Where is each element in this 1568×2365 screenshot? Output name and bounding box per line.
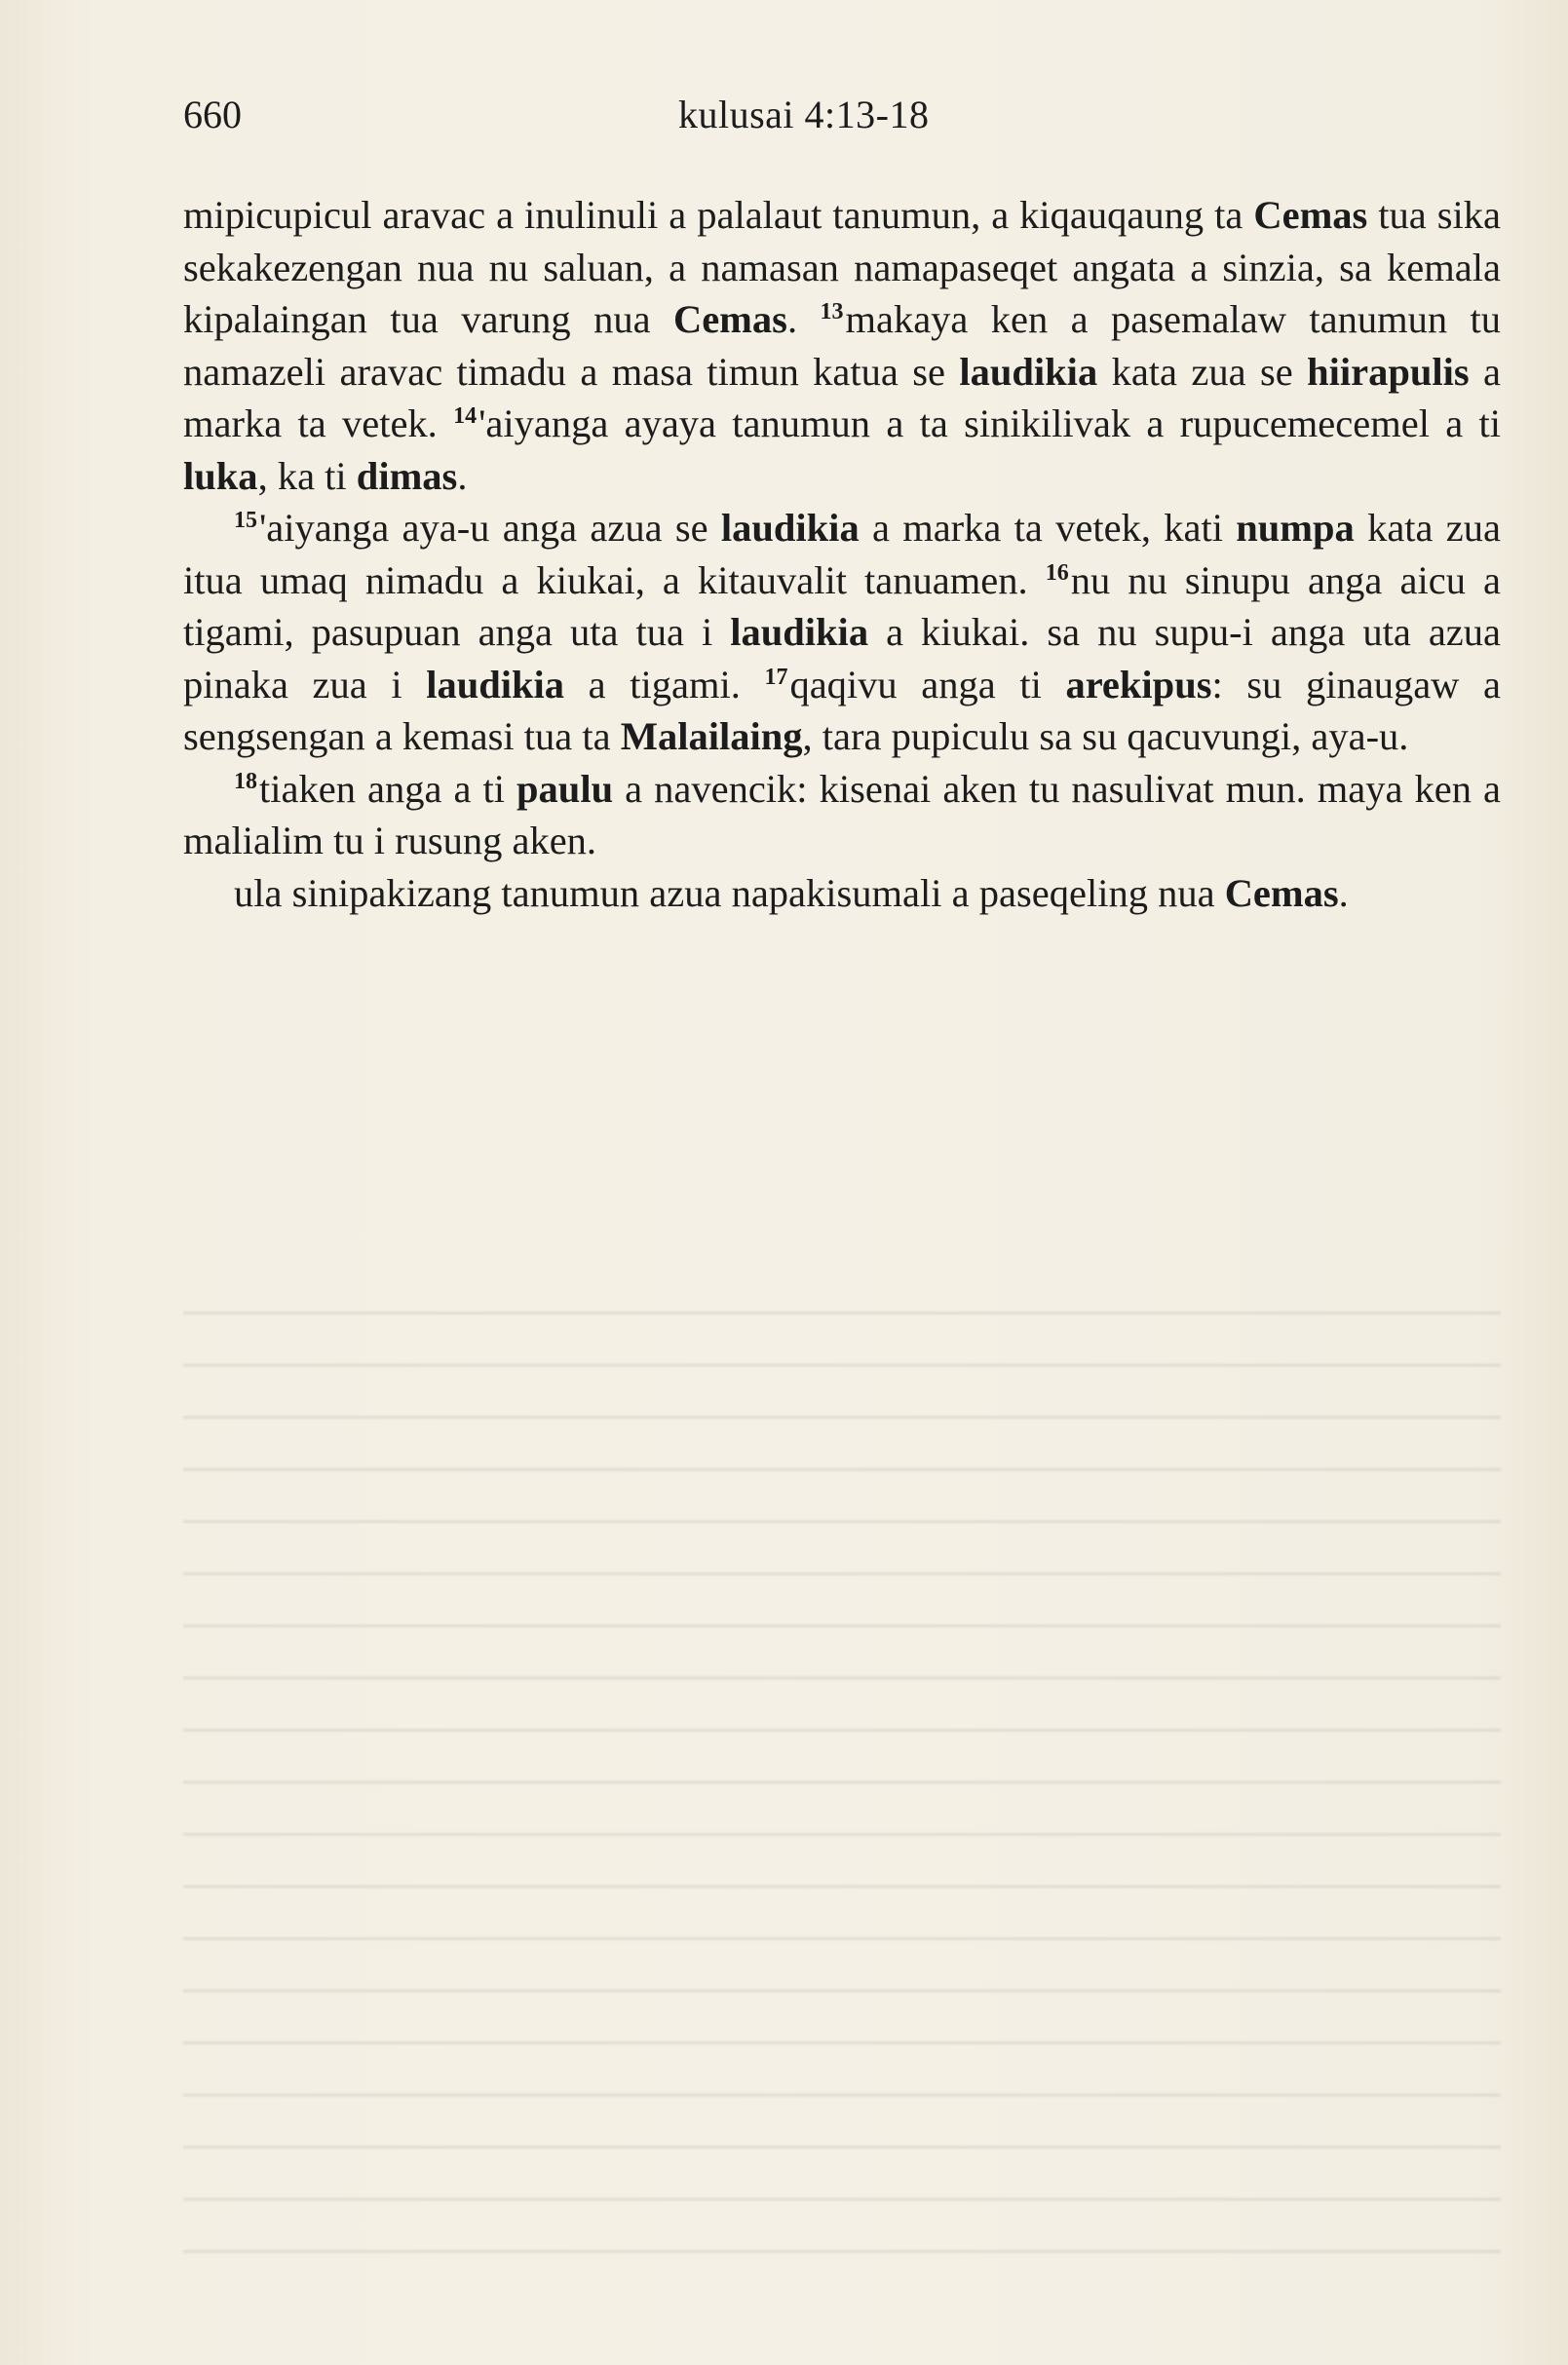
bold-name: arekipus: [1065, 662, 1212, 706]
text-run: makaya ken a pasemalaw tanumun tu namazeli aravac timadu a masa timun katua se: [183, 297, 1501, 394]
verse-number: 14: [453, 403, 478, 429]
bold-name: luka: [183, 453, 258, 498]
text-run: .: [1338, 870, 1349, 915]
bold-name: laudikia: [959, 349, 1098, 394]
bold-name: laudikia: [426, 662, 565, 706]
text-run: tiaken anga a ti: [259, 766, 517, 811]
text-run: tua sika sekakezengan nua nu saluan, a namasan namapaseqet angata a sinzia, sa kemala kipalaingan tua varung nua: [183, 193, 1502, 341]
paragraph: [183, 502, 1501, 763]
text-run: qaqivu anga ti: [789, 662, 1066, 706]
verse-number: 18: [234, 768, 257, 794]
text-run: a marka ta vetek, kati: [859, 506, 1237, 550]
verse-number: 13: [820, 299, 844, 324]
text-run: 'aiyanga aya-u anga azua se: [259, 506, 721, 550]
text-run: a tigami.: [564, 662, 765, 706]
text-run: .: [786, 297, 821, 341]
bold-name: Malailaing: [620, 714, 803, 758]
text-run: : su ginaugaw a sengsengan a kemasi tua ta: [183, 662, 1501, 758]
paragraph: [183, 189, 1501, 502]
page-header: [183, 86, 1501, 144]
text-run: .: [457, 453, 468, 498]
bold-name: laudikia: [730, 610, 869, 654]
text-run: a navencik: kisenai aken tu nasulivat mun. maya ken a malialim tu i rusung aken.: [183, 766, 1501, 862]
bold-name: laudikia: [720, 506, 860, 550]
page-number: 660: [183, 93, 242, 136]
bold-name: Cemas: [672, 297, 787, 341]
text-run: , tara pupiculu sa su qacuvungi, aya-u.: [802, 714, 1409, 758]
text-run: ula sinipakizang tanumun azua napakisumali a paseqeling nua: [234, 870, 1225, 915]
bold-name: paulu: [516, 766, 614, 811]
show-through-texture: [183, 1286, 1501, 2261]
bold-name: Cemas: [1224, 870, 1339, 915]
text-run: 'aiyanga ayaya tanumun a ta sinikilivak a rupucemecemel a ti: [478, 401, 1502, 445]
paragraph: [183, 867, 1501, 920]
bold-name: numpa: [1236, 506, 1355, 550]
bold-name: dimas: [356, 453, 458, 498]
text-run: a marka ta vetek.: [183, 349, 1501, 445]
running-head: kulusai 4:13-18: [678, 93, 930, 136]
body-text: [183, 189, 1501, 919]
text-run: , ka ti: [257, 453, 357, 498]
text-run: kata zua itua umaq nimadu a kiukai, a kitauvalit tanuamen.: [183, 506, 1501, 602]
paragraph: [183, 763, 1501, 867]
verse-number: 17: [764, 664, 788, 690]
bold-name: hiirapulis: [1307, 349, 1470, 394]
text-run: a kiukai. sa nu supu-i anga uta azua pinaka zua i: [183, 610, 1501, 706]
text-run: kata zua se: [1097, 349, 1308, 394]
bold-name: Cemas: [1253, 193, 1368, 237]
text-run: mipicupicul aravac a inulinuli a palalaut tanumun, a kiqauqaung ta: [183, 193, 1254, 237]
text-run: nu nu sinupu anga aicu a tigami, pasupuan anga uta tua i: [183, 557, 1501, 654]
verse-number: 15: [234, 508, 257, 533]
verse-number: 16: [1045, 559, 1069, 586]
